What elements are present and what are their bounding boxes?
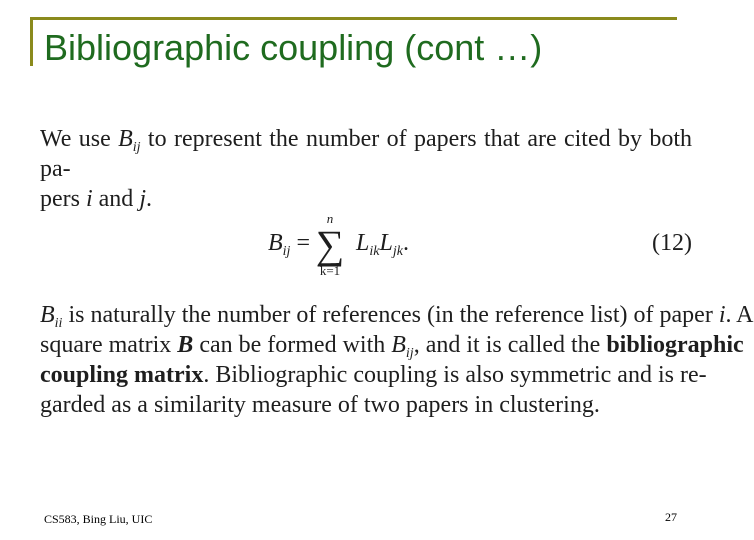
paragraph-definition: [40, 124, 692, 214]
symbol-b: B: [40, 302, 55, 328]
symbol-b: B: [118, 126, 133, 152]
slide-title: Bibliographic coupling (cont …): [44, 27, 543, 68]
symbol-l: L: [356, 230, 370, 256]
text-run: garded as a similarity measure of two papers in clustering.: [40, 392, 600, 418]
subscript-ij: ij: [282, 244, 291, 259]
text-run: to represent the number of papers that are cited by both pa-: [40, 126, 693, 182]
symbol-j: j: [139, 186, 146, 212]
text-run: pers: [40, 186, 86, 212]
symbol-i: i: [85, 186, 93, 212]
equation-rhs: [356, 228, 409, 258]
text-run: .: [145, 186, 152, 212]
bold-term: bibliographic: [606, 332, 744, 358]
subscript-ik: ik: [369, 244, 380, 259]
equals-sign: =: [290, 230, 310, 256]
summation: [310, 212, 350, 278]
symbol-i: i: [718, 302, 726, 328]
subscript-jk: jk: [392, 244, 403, 259]
symbol-l: L: [379, 230, 393, 256]
equation-12: [268, 212, 692, 282]
text-run: and: [92, 186, 140, 212]
paragraph-line: [40, 390, 692, 420]
text-run: . Bibliographic coupling is also symmetric and is re-: [203, 362, 707, 388]
symbol-b: B: [268, 230, 283, 256]
symbol-b: B: [391, 332, 406, 358]
sum-upper-bound: n: [326, 211, 334, 226]
paragraph-explanation: [40, 300, 754, 420]
text-run: .: [402, 230, 409, 256]
symbol-b-bold: B: [177, 332, 194, 358]
text-run: can be formed with: [193, 332, 392, 358]
subscript-ij: ij: [405, 346, 414, 361]
frame-top-line: [30, 17, 677, 20]
footer-course-label: CS583, Bing Liu, UIC: [44, 512, 153, 526]
frame-left-line: [30, 17, 33, 66]
equation-number: (12): [652, 230, 692, 256]
footer-page-number: 27: [665, 510, 677, 524]
paragraph-line: [40, 360, 707, 390]
subscript-ij: ij: [132, 140, 141, 155]
text-run: is naturally the number of references (in the reference list) of paper: [62, 302, 719, 328]
sigma-icon: ∑: [315, 222, 345, 267]
text-run: . A: [725, 302, 754, 328]
text-run: square matrix: [40, 332, 178, 358]
subscript-ii: ii: [54, 316, 63, 331]
paragraph-line: [40, 186, 152, 212]
equation-lhs: [268, 228, 310, 258]
bold-term: coupling matrix: [40, 362, 204, 388]
sum-lower-bound: k=1: [319, 263, 341, 278]
paragraph-line: [40, 330, 744, 361]
paragraph-line: [40, 300, 754, 331]
paragraph-line: [40, 124, 692, 184]
text-run: , and it is called the: [413, 332, 607, 358]
text-run: We use: [40, 126, 119, 152]
